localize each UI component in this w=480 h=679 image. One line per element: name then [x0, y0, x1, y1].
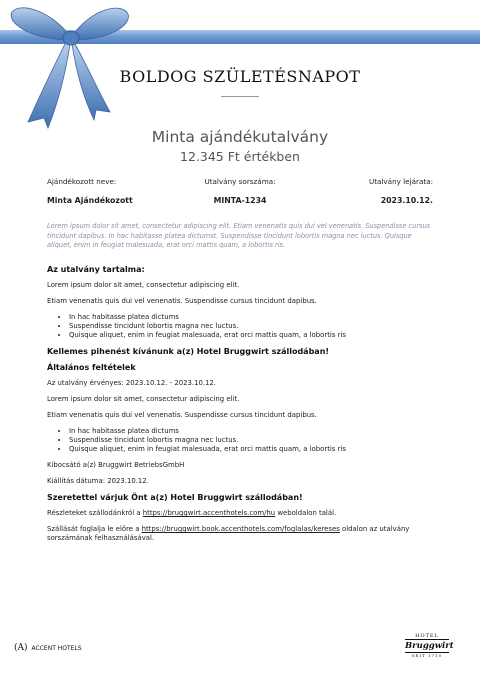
logo-top-text: HOTEL [415, 633, 439, 639]
recipient-value: Minta Ajándékozott [47, 196, 133, 205]
accent-text: ACCENT HOTELS [31, 644, 82, 652]
ribbon-bow-icon [0, 0, 140, 130]
details-text [47, 509, 437, 518]
terms-list [47, 427, 437, 454]
meta-values [47, 196, 433, 205]
expiry-value: 2023.10.12. [380, 196, 433, 205]
terms-paragraph: Etiam venenatis quis dui vel venenatis. Suspendisse cursus tincidunt dapibus. [47, 411, 317, 419]
terms-paragraph: Lorem ipsum dolor sit amet, consectetur adipiscing elit. [47, 395, 240, 403]
booking-post: oldalon az utalvány sorszámának felhasználásával. [47, 525, 410, 542]
voucher-body [47, 265, 437, 550]
page-title: BOLDOG SZÜLETÉSNAPOT [119, 67, 361, 86]
bruggwirt-logo [405, 633, 454, 658]
list-item: • In hac habitasse platea dictums [69, 313, 437, 322]
contents-paragraph: Etiam venenatis quis dui vel venenatis. Suspendisse cursus tincidunt dapibus. [47, 297, 317, 305]
serial-value: MINTA-1234 [213, 196, 267, 205]
recipient-label: Ajándékozott neve: [47, 177, 117, 186]
booking-text [47, 525, 437, 543]
logo-bottom-text: SEIT 1710 [411, 653, 443, 658]
booking-link[interactable]: https://bruggwirt.book.accenthotels.com/foglalas/kereses [141, 525, 340, 533]
terms-heading: Általános feltételek [47, 363, 136, 372]
booking-pre: Szállását foglalja le előre a [47, 525, 142, 533]
wish-heading: Kellemes pihenést kívánunk a(z) Hotel Bruggwirt szállodában! [47, 347, 330, 356]
accent-hotels-logo [14, 643, 82, 653]
voucher-value: 12.345 Ft értékben [180, 149, 300, 164]
serial-label: Utalvány sorszáma: [204, 177, 276, 186]
list-item: • In hac habitasse platea dictums [69, 427, 437, 436]
details-pre: Részleteket szállodánkról a [47, 509, 143, 517]
list-item: • Quisque aliquet, enim in feugiat malesuada, erat orci mattis quam, a lobortis ris [69, 331, 437, 340]
voucher-meta [47, 177, 433, 205]
hotel-website-link[interactable]: https://bruggwirt.accenthotels.com/hu [142, 509, 276, 517]
list-item: • Quisque aliquet, enim in feugiat malesuada, erat orci mattis quam, a lobortis ris [69, 445, 437, 454]
issuer-text: Kibocsátó a(z) Bruggwirt BetriebsGmbH [47, 461, 185, 469]
issue-date-text: Kiállítás dátuma: 2023.10.12. [47, 477, 149, 485]
list-item: • Suspendisse tincidunt lobortis magna nec luctus. [69, 322, 437, 331]
welcome-heading: Szeretettel várjuk Önt a(z) Hotel Bruggwirt szállodában! [47, 493, 303, 502]
intro-text: Lorem ipsum dolor sit amet, consectetur adipiscing elit. Etiam venenatis quis dui vel venenatis. Suspendisse cursus tincidunt dapibus. In hac habitasse platea dictumst. Suspendisse tincidunt lobortis magna nec luctus. Quisque aliquet, enim in feugiat malesuada, erat orci mattis quam, a lobortis ris. [47, 222, 431, 249]
voucher-name: Minta ajándékutalvány [151, 128, 329, 146]
contents-list [47, 313, 437, 340]
logo-main-text: Bruggwirt [405, 641, 454, 651]
contents-heading: Az utalvány tartalma: [47, 265, 145, 274]
details-post: weboldalon talál. [275, 509, 337, 517]
validity-text: Az utalvány érvényes: 2023.10.12. - 2023.10.12. [47, 379, 216, 387]
list-item: • Suspendisse tincidunt lobortis magna nec luctus. [69, 436, 437, 445]
meta-labels [47, 177, 433, 186]
title-divider [221, 96, 259, 97]
accent-mark: (A) [14, 643, 28, 653]
contents-paragraph: Lorem ipsum dolor sit amet, consectetur adipiscing elit. [47, 281, 240, 289]
expiry-label: Utalvány lejárata: [368, 177, 433, 186]
